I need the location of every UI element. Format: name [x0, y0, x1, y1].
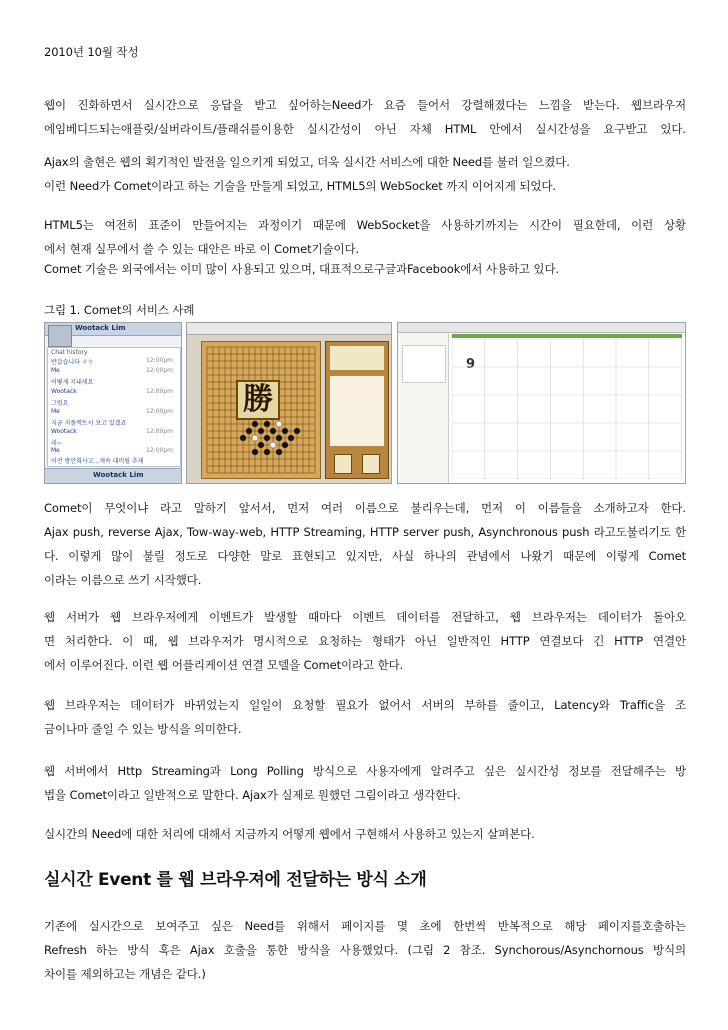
- go-stone: [270, 428, 276, 434]
- chat-history-label: Chat history: [51, 349, 88, 356]
- paragraph-7-line-2: 법을 Comet이라고 일반적으로 말한다. Ajax가 실제로 원했던 그림이라고 생각한다.: [44, 788, 461, 802]
- game-button[interactable]: [362, 454, 380, 474]
- calendar-screenshot: [397, 322, 686, 484]
- victory-stamp: 勝: [236, 380, 280, 420]
- calendar-topbar: [398, 323, 685, 333]
- paragraph-5-line-2: 면 처리한다. 이 때, 웹 브라우저가 명시적으로 요청하는 형태가 아닌 일반적인 HTTP 연결보다 긴 HTTP 연결안: [44, 634, 686, 648]
- go-stone: [252, 421, 258, 427]
- calendar-day-number: 9: [466, 357, 476, 372]
- chat-message: 이전 방안회사고...계속 대비될 추세: [51, 458, 144, 465]
- paragraph-3-line-1: HTML5는 여전히 표준이 만들어지는 과정이기 때문에 WebSocket을 사용하기까지는 시간이 필요한데, 이런 상황: [44, 218, 686, 232]
- paragraph-5-line-3: 에서 이루어진다. 이런 웹 어플리케이션 연결 모델을 Comet이라고 한다.: [44, 658, 404, 672]
- figure-1-comet-examples: [44, 322, 686, 484]
- go-stone: [252, 449, 258, 455]
- mini-calendar: [402, 345, 446, 383]
- avatar: [48, 325, 72, 347]
- paragraph-6-line-1: 웹 브라우저는 데이터가 바뀌었는지 일일이 요청할 필요가 없어서 서버의 부하를 줄이고, Latency와 Traffic을 조: [44, 698, 686, 712]
- go-stone: [264, 449, 270, 455]
- go-stone: [276, 421, 282, 427]
- paragraph-9-line-2: Refresh 하는 방식 혹은 Ajax 호출을 통한 방식을 사용했었다. (그림 2 참조. Synchorous/Asynchornous 방식의: [44, 943, 686, 957]
- go-stone: [276, 435, 282, 441]
- player-info: [330, 346, 384, 370]
- go-game-screenshot: [186, 322, 392, 484]
- chat-screenshot: [44, 322, 182, 484]
- paragraph-9-line-1: 기존에 실시간으로 보여주고 싶은 Need를 위해서 페이지를 몇 초에 한번씩 반복적으로 해당 페이지를호출하는: [44, 919, 686, 933]
- paragraph-3-line-3: Comet 기술은 외국에서는 이미 많이 사용되고 있으며, 대표적으로구글과Facebook에서 사용하고 있다.: [44, 262, 560, 276]
- paragraph-5-line-1: 웹 서버가 웹 브라우저에게 이벤트가 발생할 때마다 이벤트 데이터를 전달하고, 웹 브라우저는 데이터가 돌아오: [44, 610, 686, 624]
- paragraph-8-line-1: 실시간의 Need에 대한 처리에 대해서 지금까지 어떻게 웹에서 구현해서 사용하고 있는지 살펴본다.: [44, 827, 535, 841]
- paragraph-4-line-2: Ajax push, reverse Ajax, Tow-way-web, HTTP Streaming, HTTP server push, Asynchronous push 라고도불리기도 한: [44, 525, 686, 539]
- go-stone: [294, 428, 300, 434]
- game-log: [330, 376, 384, 446]
- chat-message: 네~: [51, 440, 62, 447]
- go-stone: [258, 428, 264, 434]
- chat-title: Wootack Lim: [75, 324, 126, 332]
- paragraph-4-line-1: Comet이 무엇이냐 라고 말하기 앞서서, 먼저 여러 이름으로 불리우는데, 먼저 이 이름들을 소개하고자 한다.: [44, 501, 686, 515]
- calendar-header-bar: [452, 334, 682, 338]
- chat-message: Me 12:00pm: [51, 367, 173, 374]
- go-stone: [252, 435, 258, 441]
- paragraph-2-line-2: 이런 Need가 Comet이라고 하는 기술을 만들게 되었고, HTML5의 WebSocket 까지 이어지게 되었다.: [44, 179, 556, 193]
- go-stone: [276, 449, 282, 455]
- section-heading: 실시간 Event 를 웹 브라우져에 전달하는 방식 소개: [44, 870, 427, 890]
- paragraph-6-line-2: 금이나마 줄일 수 있는 방식을 의미한다.: [44, 722, 242, 736]
- chat-message: Me 12:00pm: [51, 447, 173, 454]
- chat-message: 반갑습니다 ㅎㅎ 12:00pm: [51, 357, 173, 366]
- paragraph-1-line-2: 에임베디드되는애플릿/실버라이트/플래쉬를이용한 실시간성이 아닌 자체 HTML 안에서 실시간성을 요구받고 있다.: [44, 122, 686, 136]
- go-stone: [246, 428, 252, 434]
- paragraph-3-line-2: 에서 현재 실무에서 쓸 수 있는 대안은 바로 이 Comet기술이다.: [44, 242, 360, 256]
- chat-history: [47, 347, 181, 467]
- paragraph-4-line-4: 이라는 이름으로 쓰기 시작했다.: [44, 573, 202, 587]
- go-stone: [264, 421, 270, 427]
- chat-message: Wootack 12:00pm: [51, 428, 173, 435]
- go-stone: [240, 435, 246, 441]
- game-side-panel: [325, 341, 389, 479]
- go-stone: [282, 442, 288, 448]
- chat-message: Wootack 12:00pm: [51, 388, 173, 395]
- chat-footer-name: Wootack Lim: [93, 471, 144, 479]
- chat-message: 어떻게 지내세요: [51, 379, 94, 386]
- go-stone: [270, 442, 276, 448]
- go-stone: [288, 435, 294, 441]
- go-stone: [264, 435, 270, 441]
- paragraph-2-line-1: Ajax의 출현은 웹의 획기적인 발전을 일으키게 되었고, 더욱 실시간 서비스에 대한 Need를 불러 일으켰다.: [44, 155, 570, 169]
- browser-address-bar: [187, 323, 391, 335]
- calendar-sidebar: [398, 333, 449, 483]
- chat-message: 지금 지플렉트서 보고 있겠죠: [51, 420, 127, 427]
- paragraph-1-line-1: 웹이 진화하면서 실시간으로 응답을 받고 싶어하는Need가 요즘 들어서 강렬해졌다는 느낌을 받는다. 웹브라우저: [44, 98, 686, 112]
- paragraph-9-line-3: 차이를 제외하고는 개념은 같다.): [44, 967, 206, 981]
- chat-footer: [45, 468, 181, 483]
- paragraph-7-line-1: 웹 서버에서 Http Streaming과 Long Polling 방식으로 사용자에게 알려주고 싶은 실시간성 정보를 전달해주는 방: [44, 764, 686, 778]
- chat-message: Me 12:00pm: [51, 408, 173, 415]
- paragraph-4-line-3: 다. 이렇게 많이 불릴 정도로 다양한 말로 표현되고 있지만, 사실 하나의 관념에서 나왔기 때문에 이렇게 Comet: [44, 549, 686, 563]
- go-board: [201, 341, 321, 479]
- calendar-month-grid: [452, 339, 682, 479]
- figure-caption: 그림 1. Comet의 서비스 사례: [44, 303, 195, 317]
- go-stone: [258, 442, 264, 448]
- go-stone: [282, 428, 288, 434]
- chat-message: 그럼요: [51, 400, 69, 407]
- game-button[interactable]: [334, 454, 352, 474]
- date-line: 2010년 10월 작성: [44, 45, 139, 59]
